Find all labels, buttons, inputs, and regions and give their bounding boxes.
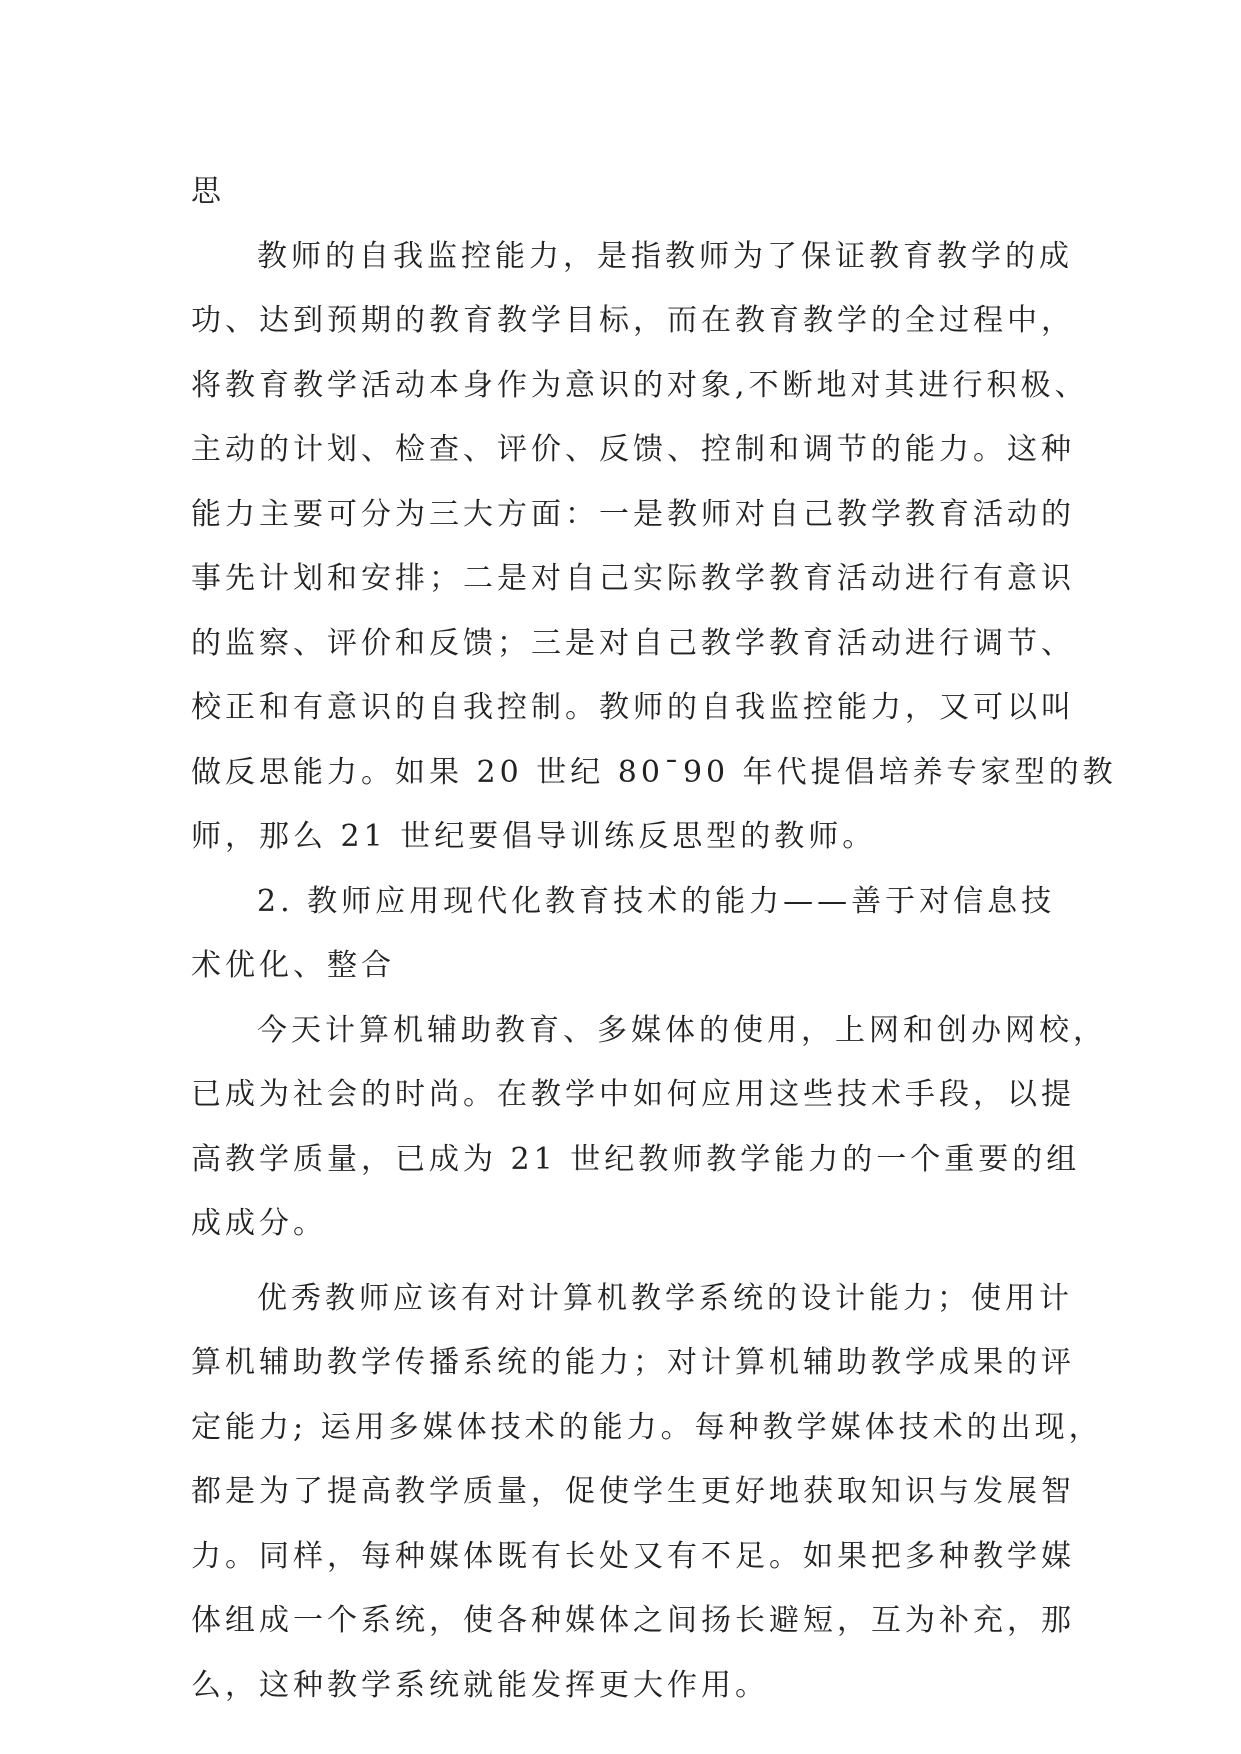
text-line: 能力主要可分为三大方面：一是教师对自己教学教育活动的 xyxy=(191,496,1075,532)
text-line: 将教育教学活动本身作为意识的对象,不断地对其进行积极、 xyxy=(191,367,1089,403)
text-line: 事先计划和安排；二是对自己实际教学教育活动进行有意识 xyxy=(191,561,1075,596)
section-heading-line: 术优化、整合 xyxy=(191,948,395,983)
text-line: 已成为社会的时尚。在教学中如何应用这些技术手段，以提 xyxy=(191,1077,1075,1112)
text-line: 做反思能力。如果 20 世纪 80¯90 年代提倡培养专家型的教 xyxy=(191,754,1117,790)
paragraph-start-line: 今天计算机辅助教育、多媒体的使用，上网和创办网校， xyxy=(257,1012,1107,1048)
document-body xyxy=(191,160,1117,1718)
text-line: 校正和有意识的自我控制。教师的自我监控能力，又可以叫 xyxy=(191,690,1075,725)
text-line: 功、达到预期的教育教学目标，而在教育教学的全过程中， xyxy=(191,303,1075,338)
text-line: 成成分。 xyxy=(191,1206,327,1241)
paragraph-start-line: 优秀教师应该有对计算机教学系统的设计能力；使用计 xyxy=(257,1280,1073,1316)
text-line: 师，那么 21 世纪要倡导训练反思型的教师。 xyxy=(191,819,877,854)
section-heading-line: 2. 教师应用现代化教育技术的能力——善于对信息技 xyxy=(257,883,1056,919)
text-line: 高教学质量，已成为 21 世纪教师教学能力的一个重要的组 xyxy=(191,1141,1081,1177)
paragraph-start-line: 教师的自我监控能力，是指教师为了保证教育教学的成 xyxy=(257,238,1073,274)
paragraph-gap xyxy=(191,1257,1051,1267)
text-line: 么，这种教学系统就能发挥更大作用。 xyxy=(191,1667,769,1703)
text-line: 定能力; 运用多媒体技术的能力。每种教学媒体技术的出现， xyxy=(191,1409,1103,1445)
text-line: 力。同样，每种媒体既有长处又有不足。如果把多种教学媒 xyxy=(191,1538,1075,1574)
text-line: 的监察、评价和反馈；三是对自己教学教育活动进行调节、 xyxy=(191,625,1075,661)
text-line: 都是为了提高教学质量，促使学生更好地获取知识与发展智 xyxy=(191,1474,1075,1509)
text-line: 主动的计划、检查、评价、反馈、控制和调节的能力。这种 xyxy=(191,432,1075,467)
text-line: 思 xyxy=(191,174,225,209)
text-line: 体组成一个系统，使各种媒体之间扬长避短，互为补充，那 xyxy=(191,1603,1075,1638)
text-line: 算机辅助教学传播系统的能力；对计算机辅助教学成果的评 xyxy=(191,1345,1075,1380)
